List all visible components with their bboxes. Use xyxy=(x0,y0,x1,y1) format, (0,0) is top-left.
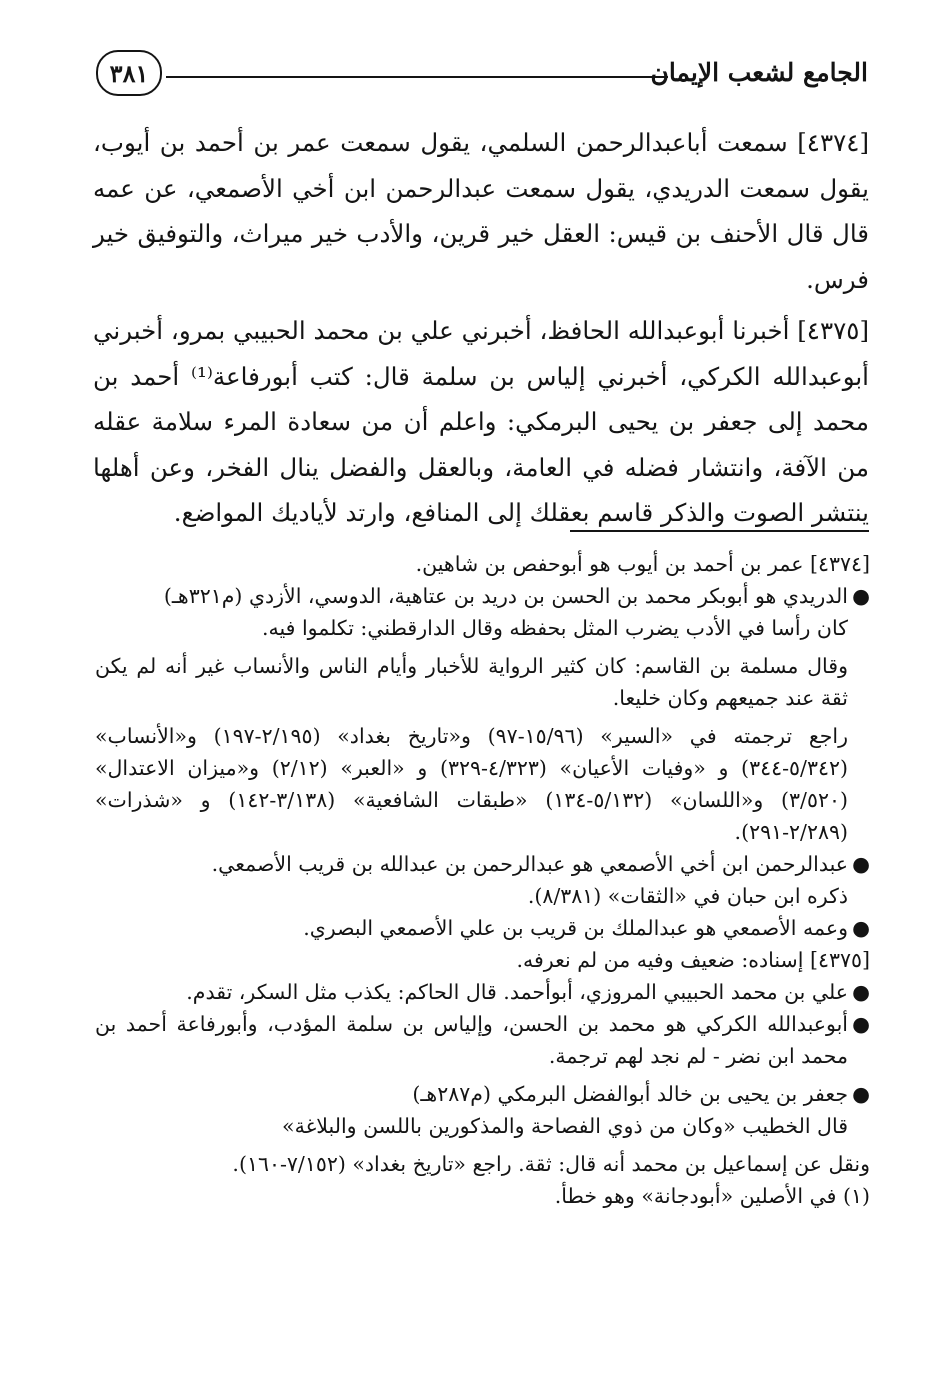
footnote-item xyxy=(95,1078,870,1110)
footnote-continuation: كان رأسا في الأدب يضرب المثل بحفظه وقال الدارقطني: تكلموا فيه. xyxy=(261,616,848,640)
footnotes xyxy=(95,548,870,1212)
main-text xyxy=(93,120,869,542)
footnote-text: عبدالرحمن ابن أخي الأصمعي هو عبدالرحمن بن عبدالله بن قريب الأصمعي. xyxy=(211,852,848,876)
footnote-text: ونقل عن إسماعيل بن محمد أنه قال: ثقة. راجع «تاريخ بغداد» (٧/١٥٢-١٦٠). xyxy=(232,1152,870,1176)
footnote-4375-heading: [٤٣٧٥] إسناده: ضعيف وفيه من لم نعرفه. xyxy=(516,948,870,972)
running-title: الجامع لشعب الإيمان xyxy=(650,58,868,87)
footnote-text: أبوعبدالله الكركي هو محمد بن الحسن، وإلياس بن سلمة المؤدب، وأبورفاعة أحمد بن محمد ابن نضر - لم نجد لهم ترجمة. xyxy=(95,1012,848,1068)
footnote-item xyxy=(95,848,870,880)
paragraph-4375: [٤٣٧٥] أخبرنا أبوعبدالله الحافظ، أخبرني علي بن محمد الحبيبي بمرو، أخبرني أبوعبدالله الكركي، أخبرني إلياس بن سلمة قال: كتب أبورفاعة⁽¹⁾ أحمد بن محمد إلى جعفر بن يحيى البرمكي: واعلم أن من سعادة المرء سلامة عقله من الآفة، وانتشار فضله في العامة، وبالعقل والفضل ينال الفخر، وعن أهلها ينتشر الصوت والذكر قاسم بعقلك إلى المنافع، وارتد لأياديك المواضع. xyxy=(93,316,869,527)
page-number-badge xyxy=(96,50,162,96)
footnote-1: (١) في الأصلين «أبودجانة» وهو خطأ. xyxy=(554,1184,870,1208)
footnote-continuation: ذكره ابن حبان في «الثقات» (٨/٣٨١). xyxy=(527,884,848,908)
footnote-text: الدريدي هو أبوبكر محمد بن الحسن بن دريد بن عتاهية، الدوسي، الأزدي (م٣٢١هـ) xyxy=(163,584,848,608)
bullet-icon: ● xyxy=(852,1012,870,1036)
footnote-text: وعمه الأصمعي هو عبدالملك بن قريب بن علي الأصمعي البصري. xyxy=(303,916,848,940)
footnote-continuation: وقال مسلمة بن القاسم: كان كثير الرواية للأخبار وأيام الناس والأنساب غير أنه لم يكن ثقة عند جميعهم وكان خليعا. xyxy=(95,654,848,710)
footnote-item xyxy=(95,976,870,1008)
footnote-references: راجع ترجمته في «السير» (١٥/٩٦-٩٧) و«تاريخ بغداد» (٢/١٩٥-١٩٧) و«الأنساب» (٥/٣٤٢-٣٤٤) و «وفيات الأعيان» (٤/٣٢٣-٣٢٩) و «العبر» (٢/١٢) و«ميزان الاعتدال» (٣/٥٢٠) و«اللسان» (٥/١٣٢-١٣٤) «طبقات الشافعية» (٣/١٣٨-١٤٢) و «شذرات» (٢/٢٨٩-٢٩١). xyxy=(95,724,849,844)
footnote-item xyxy=(95,912,870,944)
footnote-4374-heading: [٤٣٧٤] عمر بن أحمد بن أيوب هو أبوحفص بن شاهين. xyxy=(415,552,870,576)
header-rule xyxy=(166,76,668,78)
page-header xyxy=(96,50,868,102)
bullet-icon: ● xyxy=(852,980,870,1004)
footnote-item xyxy=(95,1008,870,1072)
footnote-text: جعفر بن يحيى بن خالد أبوالفضل البرمكي (م٢٨٧هـ) xyxy=(412,1082,848,1106)
bullet-icon: ● xyxy=(852,584,870,608)
bullet-icon: ● xyxy=(852,916,870,940)
bullet-icon: ● xyxy=(852,852,870,876)
page-number: ٣٨١ xyxy=(109,58,149,88)
paragraph-4374: [٤٣٧٤] سمعت أباعبدالرحمن السلمي، يقول سمعت عمر بن أحمد بن أيوب، يقول سمعت الدريدي، يقول سمعت عبدالرحمن ابن أخي الأصمعي، عن عمه قال قال الأحنف بن قيس: العقل خير قرين، والأدب خير ميراث، والتوفيق خير فرس. xyxy=(93,128,869,294)
bullet-icon: ● xyxy=(852,1082,870,1106)
footnote-text: علي بن محمد الحبيبي المروزي، أبوأحمد. قال الحاكم: يكذب مثل السكر، تقدم. xyxy=(186,980,848,1004)
footnote-item xyxy=(95,580,870,612)
footnote-separator xyxy=(570,530,869,532)
footnote-continuation: قال الخطيب «وكان من ذوي الفصاحة والمذكورين باللسن والبلاغة» xyxy=(282,1114,848,1138)
